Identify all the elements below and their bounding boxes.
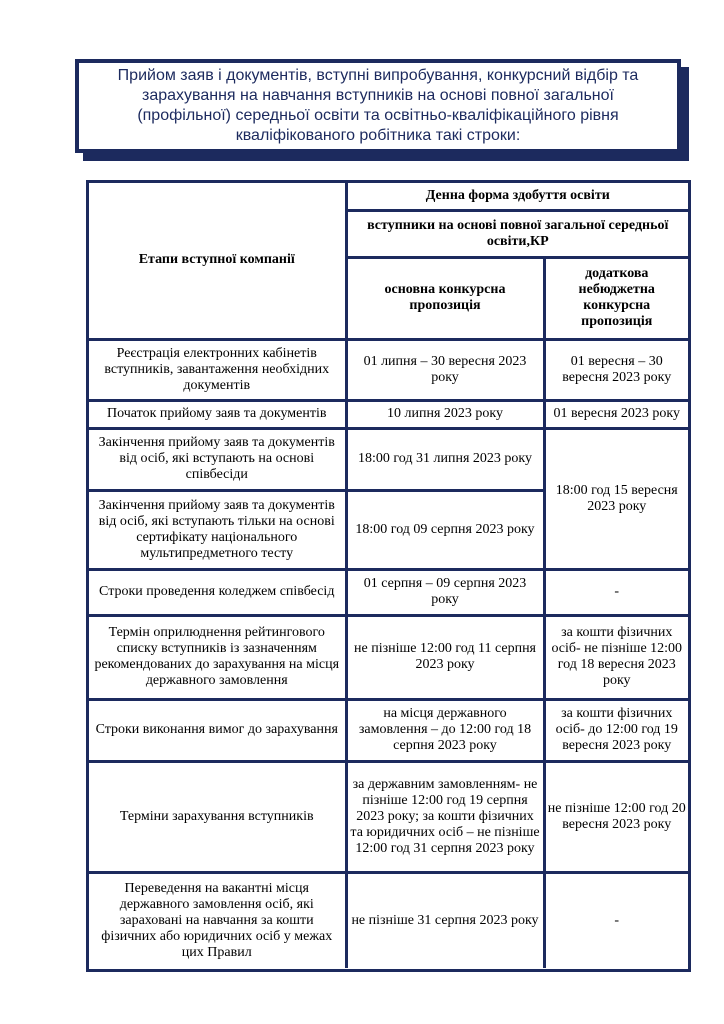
extra-date-cell: 01 вересня – 30 вересня 2023 року [544,339,688,400]
main-date-cell: не пізніше 12:00 год 11 серпня 2023 року [346,615,544,699]
stage-cell: Реєстрація електронних кабінетів вступників, завантаження необхідних документів [89,339,346,400]
stage-cell: Переведення на вакантні місця державного замовлення осіб, які зараховані на навчання за кошти фізичних або юридичних осіб у межах цих Правил [89,872,346,968]
main-date-cell: за державним замовленням- не пізніше 12:00 год 19 серпня 2023 року; за кошти фізичних та юридичних осіб – не пізніше 12:00 год 31 серпня 2023 року [346,761,544,872]
table-row [89,872,688,968]
header-extra-offer: додаткова небюджетна конкурсна пропозиція [544,257,688,339]
extra-date-cell: за кошти фізичних осіб- до 12:00 год 19 вересня 2023 року [544,699,688,761]
main-date-cell: не пізніше 31 серпня 2023 року [346,872,544,968]
main-date-cell: 18:00 год 09 серпня 2023 року [346,490,544,569]
stage-cell: Закінчення прийому заяв та документів від осіб, які вступають тільки на основі сертифікату національного мультипредметного тесту [89,490,346,569]
main-date-cell: 18:00 год 31 липня 2023 року [346,428,544,490]
extra-date-cell: 18:00 год 15 вересня 2023 року [544,428,688,569]
stage-cell: Терміни зарахування вступників [89,761,346,872]
header-main-offer: основна конкурсна пропозиція [346,257,544,339]
header-stages: Етапи вступної компанії [89,183,346,339]
stage-cell: Закінчення прийому заяв та документів від осіб, які вступають на основі співбесіди [89,428,346,490]
table-row [89,699,688,761]
stage-cell: Строки проведення коледжем співбесід [89,569,346,615]
table-row [89,400,688,428]
main-date-cell: на місця державного замовлення – до 12:00 год 18 серпня 2023 року [346,699,544,761]
extra-date-cell: не пізніше 12:00 год 20 вересня 2023 року [544,761,688,872]
main-date-cell: 01 липня – 30 вересня 2023 року [346,339,544,400]
stage-cell: Початок прийому заяв та документів [89,400,346,428]
header-applicants: вступники на основі повної загальної середньої освіти,КР [346,210,688,257]
main-date-cell: 10 липня 2023 року [346,400,544,428]
extra-date-cell: 01 вересня 2023 року [544,400,688,428]
table-row [89,339,688,400]
extra-date-cell: - [544,569,688,615]
admission-schedule-table [86,180,691,972]
header-form: Денна форма здобуття освіти [346,183,688,210]
page-title: Прийом заяв і документів, вступні випробування, конкурсний відбір та зарахування на навчання вступників на основі повної загальної (профільної) середньої освіти та освітньо-кваліфікаційного рівня кваліфікованого робітника такі строки: [117,67,639,144]
title-box [75,59,681,153]
table-row [89,569,688,615]
stage-cell: Термін оприлюднення рейтингового списку вступників із зазначенням рекомендованих до зарахування на місця державного замовлення [89,615,346,699]
table-row [89,761,688,872]
extra-date-cell: - [544,872,688,968]
main-date-cell: 01 серпня – 09 серпня 2023 року [346,569,544,615]
stage-cell: Строки виконання вимог до зарахування [89,699,346,761]
table-row [89,428,688,490]
table-row [89,615,688,699]
extra-date-cell: за кошти фізичних осіб- не пізніше 12:00 год 18 вересня 2023 року [544,615,688,699]
